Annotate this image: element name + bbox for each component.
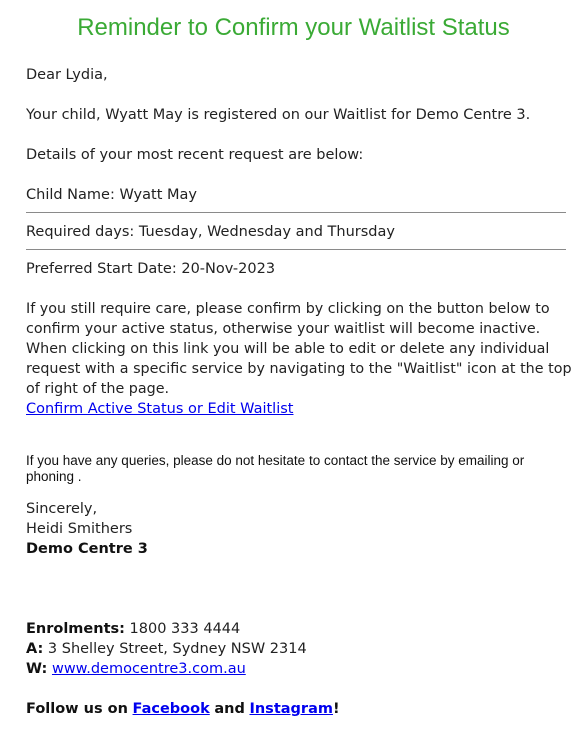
signoff: Sincerely,	[26, 501, 98, 517]
preferred-start-date: Preferred Start Date: 20-Nov-2023	[26, 261, 276, 277]
sender-name: Heidi Smithers	[26, 521, 133, 537]
sender-centre: Demo Centre 3	[26, 541, 148, 557]
enrolments-line	[26, 619, 240, 639]
greeting: Dear Lydia,	[26, 67, 108, 83]
email-title: Reminder to Confirm your Waitlist Status	[77, 14, 510, 41]
confirm-waitlist-link[interactable]: Confirm Active Status or Edit Waitlist	[26, 401, 294, 417]
divider	[26, 249, 566, 250]
enrolments-label: Enrolments:	[26, 621, 125, 637]
website-label: W:	[26, 661, 48, 677]
follow-and: and	[214, 701, 245, 717]
child-name: Child Name: Wyatt May	[26, 187, 197, 203]
intro-text: Your child, Wyatt May is registered on our Waitlist for Demo Centre 3.	[26, 107, 531, 123]
details-heading: Details of your most recent request are below:	[26, 147, 364, 163]
follow-line	[26, 699, 340, 719]
website-line	[26, 659, 246, 679]
instagram-link[interactable]: Instagram	[249, 701, 333, 717]
address-value: 3 Shelley Street, Sydney NSW 2314	[47, 641, 307, 657]
queries-text: If you have any queries, please do not hesitate to contact the service by emailing or phoning .	[26, 453, 525, 484]
facebook-link[interactable]: Facebook	[132, 701, 210, 717]
follow-suffix: !	[332, 701, 340, 717]
instructions-text: If you still require care, please confirm by clicking on the button below to confirm your active status, otherwise your waitlist will become inactive. When clicking on this link you will be able to edit or delete any individual request with a specific service by navigating to the "Waitlist" icon at the top of right of the page.	[26, 301, 572, 397]
address-line	[26, 639, 307, 659]
divider	[26, 212, 566, 213]
enrolments-phone: 1800 333 4444	[129, 621, 241, 637]
website-link[interactable]: www.democentre3.com.au	[51, 661, 246, 677]
required-days: Required days: Tuesday, Wednesday and Thursday	[26, 224, 395, 240]
address-label: A:	[26, 641, 44, 657]
follow-prefix: Follow us on	[26, 701, 128, 717]
